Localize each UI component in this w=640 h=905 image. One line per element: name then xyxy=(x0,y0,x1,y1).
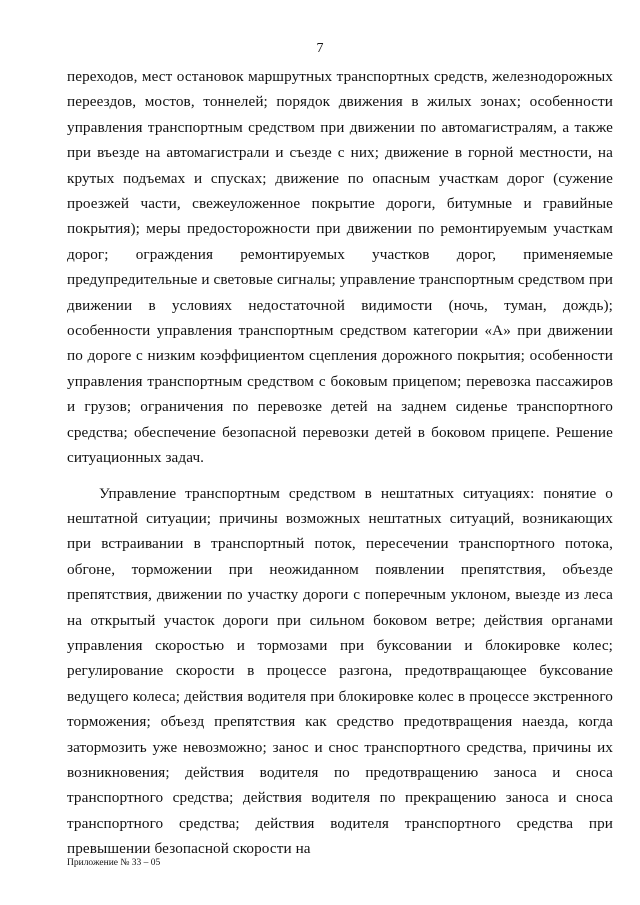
paragraph-1: переходов, мест остановок маршрутных транспортных средств, железнодорожных переездов, мостов, тоннелей; порядок движения в жилых зонах; особенности управления транспортным средством при движении по автомагистралям, а также при въезде на автомагистрали и съезде с них; движение в горной местности, на крутых подъемах и спусках; движение по опасным участкам дорог (сужение проезжей части, свежеуложенное покрытие дороги, битумные и гравийные покрытия); меры предосторожности при движении по ремонтируемым участкам дорог; ограждения ремонтируемых участков дорог, применяемые предупредительные и световые сигналы; управление транспортным средством при движении в условиях недостаточной видимости (ночь, туман, дождь); особенности управления транспортным средством категории «А» при движении по дороге с низким коэффициентом сцепления дорожного покрытия; особенности управления транспортным средством с боковым прицепом; перевозка пассажиров и грузов; ограничения по перевозке детей на заднем сиденье транспортного средства; обеспечение безопасной перевозки детей в боковом прицепе. Решение ситуационных задач. xyxy=(67,68,613,467)
paragraph-2: Управление транспортным средством в нештатных ситуациях: понятие о нештатной ситуации; причины возможных нештатных ситуаций, возникающих при встраивании в транспортный поток, пересечении транспортного потока, обгоне, торможении при неожиданном появлении препятствия, объезде препятствия, движении по участку дороги с поперечным уклоном, выезде из леса на открытый участок дороги при сильном боковом ветре; действия органами управления скоростью и тормозами при буксовании и блокировке колес; регулирование скорости в процессе разгона, предотвращающее буксование ведущего колеса; действия водителя при блокировке колес в процессе экстренного торможения; объезд препятствия как средство предотвращения наезда, когда затормозить уже невозможно; занос и снос транспортного средства, причины их возникновения; действия водителя по предотвращению заноса и сноса транспортного средства; действия водителя по прекращению заноса и сноса транспортного средства; действия водителя транспортного средства при превышении безопасной скорости на xyxy=(67,484,613,858)
body-text xyxy=(67,64,613,862)
page-number: 7 xyxy=(316,41,324,56)
appendix-footer: Приложение № 33 – 05 xyxy=(67,858,161,868)
